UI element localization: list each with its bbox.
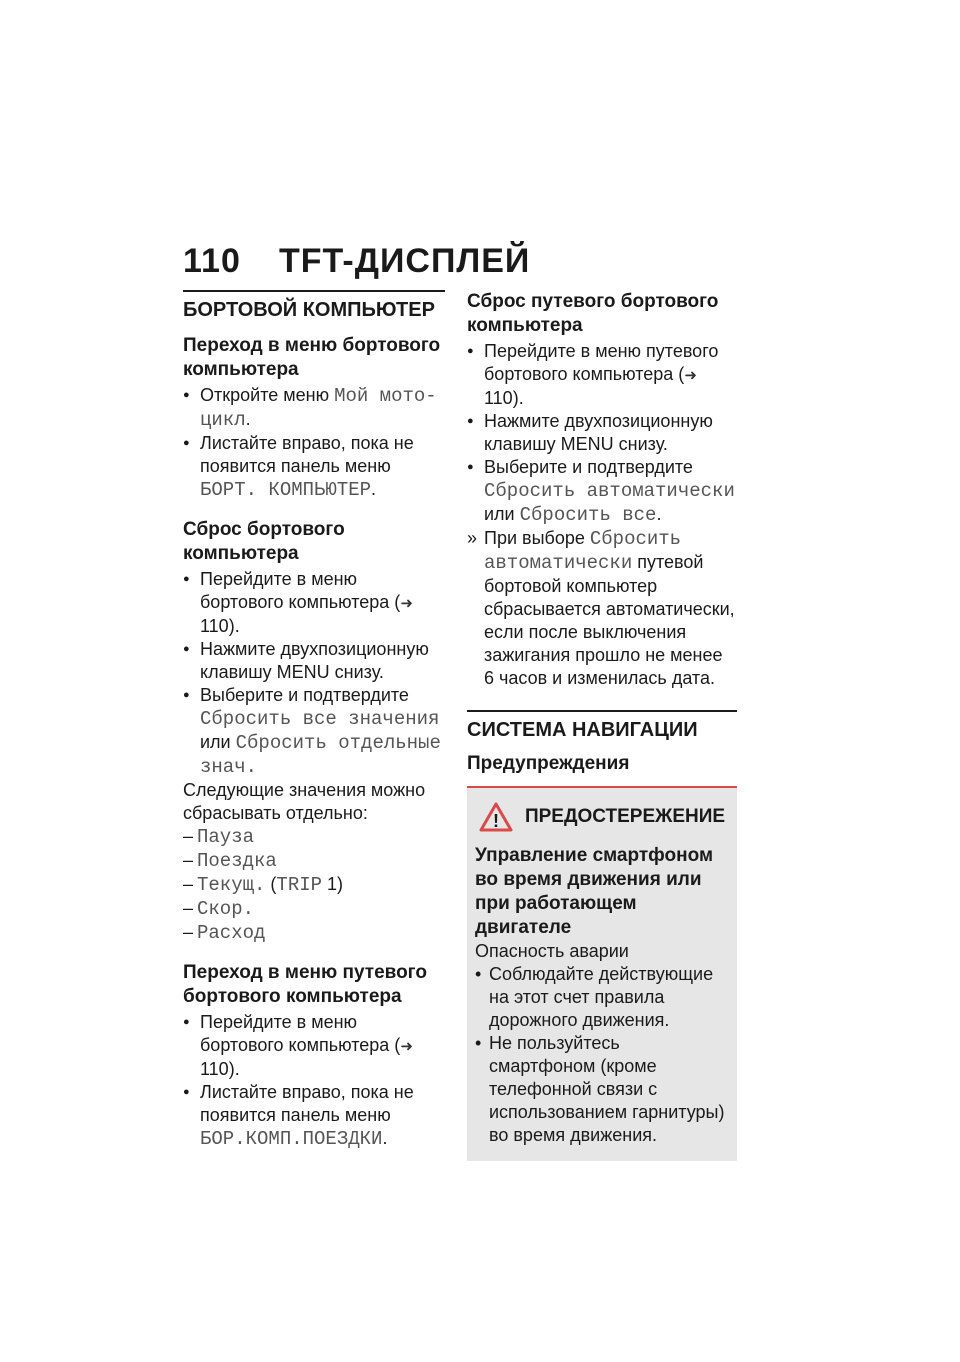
heading-open-menu: Переход в меню бортового компьютера bbox=[183, 335, 441, 380]
section-title-navigation: СИСТЕМА НАВИГАЦИИ bbox=[467, 710, 737, 744]
arrow-right-icon: ➜ bbox=[400, 595, 413, 612]
menu-code: БОРТ. КОМПЬЮТЕР bbox=[200, 479, 372, 501]
section-title-onboard-computer: БОРТОВОЙ КОМПЬЮТЕР bbox=[183, 290, 445, 324]
arrow-right-icon: ➜ bbox=[400, 1038, 413, 1055]
menu-code: Сбросить автоматически bbox=[484, 528, 682, 574]
list-item: ● Нажмите двухпозиционную клавишу MENU снизу. bbox=[467, 410, 737, 456]
page-title: TFT-ДИСПЛЕЙ bbox=[279, 242, 531, 280]
result-item: » При выборе Сбросить автоматически путевой бортовой компьютер сбрасывается автоматически, если после выключения зажигания прошло не менее 6 часов и изменилась дата. bbox=[467, 528, 735, 688]
heading-trip-computer-menu: Переход в меню путевого бортового компьютера bbox=[183, 962, 427, 1007]
list-item: ● Откройте меню Мой мото-цикл. bbox=[183, 384, 445, 432]
list-item: ● Перейдите в меню бортового компьютера (➜ 110). bbox=[183, 1011, 445, 1081]
dash-item: – Пауза bbox=[183, 826, 255, 848]
list-item: ● Листайте вправо, пока не появится панель меню БОРТ. КОМПЬЮТЕР. bbox=[183, 432, 445, 502]
svg-text:!: ! bbox=[492, 811, 499, 831]
menu-code: Сбросить отдельные знач. bbox=[200, 732, 441, 778]
heading-warnings: Предупреждения bbox=[467, 753, 630, 774]
heading-reset-trip-computer: Сброс путевого бортового компьютера bbox=[467, 291, 719, 336]
warning-item: • Не пользуйтесь смартфоном (кроме телефонной связи с использованием гарнитуры) во время движения. bbox=[475, 1032, 729, 1147]
result-marker: » bbox=[467, 528, 478, 548]
warning-box bbox=[467, 786, 737, 1161]
list-item: ● Листайте вправо, пока не появится панель меню БОР.КОМП.ПОЕЗДКИ. bbox=[183, 1081, 445, 1151]
dash-item: – Расход bbox=[183, 922, 266, 944]
warning-hazard: Опасность аварии bbox=[475, 941, 629, 961]
list-item: ● Выберите и подтвердите Сбросить автоматически или Сбросить все. bbox=[467, 456, 737, 527]
right-column bbox=[467, 290, 737, 1161]
menu-code: Сбросить все bbox=[519, 504, 657, 526]
warning-header bbox=[475, 802, 729, 832]
heading-reset-computer: Сброс бортового компьютера bbox=[183, 519, 345, 564]
warning-label: ПРЕДОСТЕРЕЖЕНИЕ bbox=[524, 806, 726, 827]
list-item: ● Перейдите в меню путевого бортового компьютера (➜ 110). bbox=[467, 340, 737, 410]
arrow-right-icon: ➜ bbox=[684, 367, 697, 384]
list-item: ● Нажмите двухпозиционную клавишу MENU снизу. bbox=[183, 638, 445, 684]
page-header bbox=[183, 242, 530, 281]
list-item: ● Перейдите в меню бортового компьютера (➜ 110). bbox=[183, 568, 445, 638]
page-number: 110 bbox=[183, 242, 241, 280]
list-item: ● Выберите и подтвердите Сбросить все значения или Сбросить отдельные знач. bbox=[183, 684, 445, 779]
dash-item: – Текущ. (TRIP 1) bbox=[183, 874, 344, 896]
paragraph: Следующие значения можно сбрасывать отдельно: bbox=[183, 780, 426, 823]
menu-code: Мой мото-цикл bbox=[200, 385, 437, 431]
warning-title: Управление смартфоном во время движения или при работающем двигателе bbox=[475, 845, 714, 938]
menu-code: Сбросить все значения bbox=[200, 708, 440, 730]
warning-item: • Соблюдайте действующие на этот счет правила дорожного движения. bbox=[475, 963, 729, 1032]
warning-triangle-icon bbox=[479, 802, 513, 832]
left-column bbox=[183, 290, 445, 1151]
dash-item: – Поездка bbox=[183, 850, 277, 872]
menu-code: БОР.КОМП.ПОЕЗДКИ bbox=[200, 1128, 383, 1150]
dash-item: – Скор. bbox=[183, 898, 255, 920]
menu-code: Сбросить автоматически bbox=[484, 480, 735, 502]
